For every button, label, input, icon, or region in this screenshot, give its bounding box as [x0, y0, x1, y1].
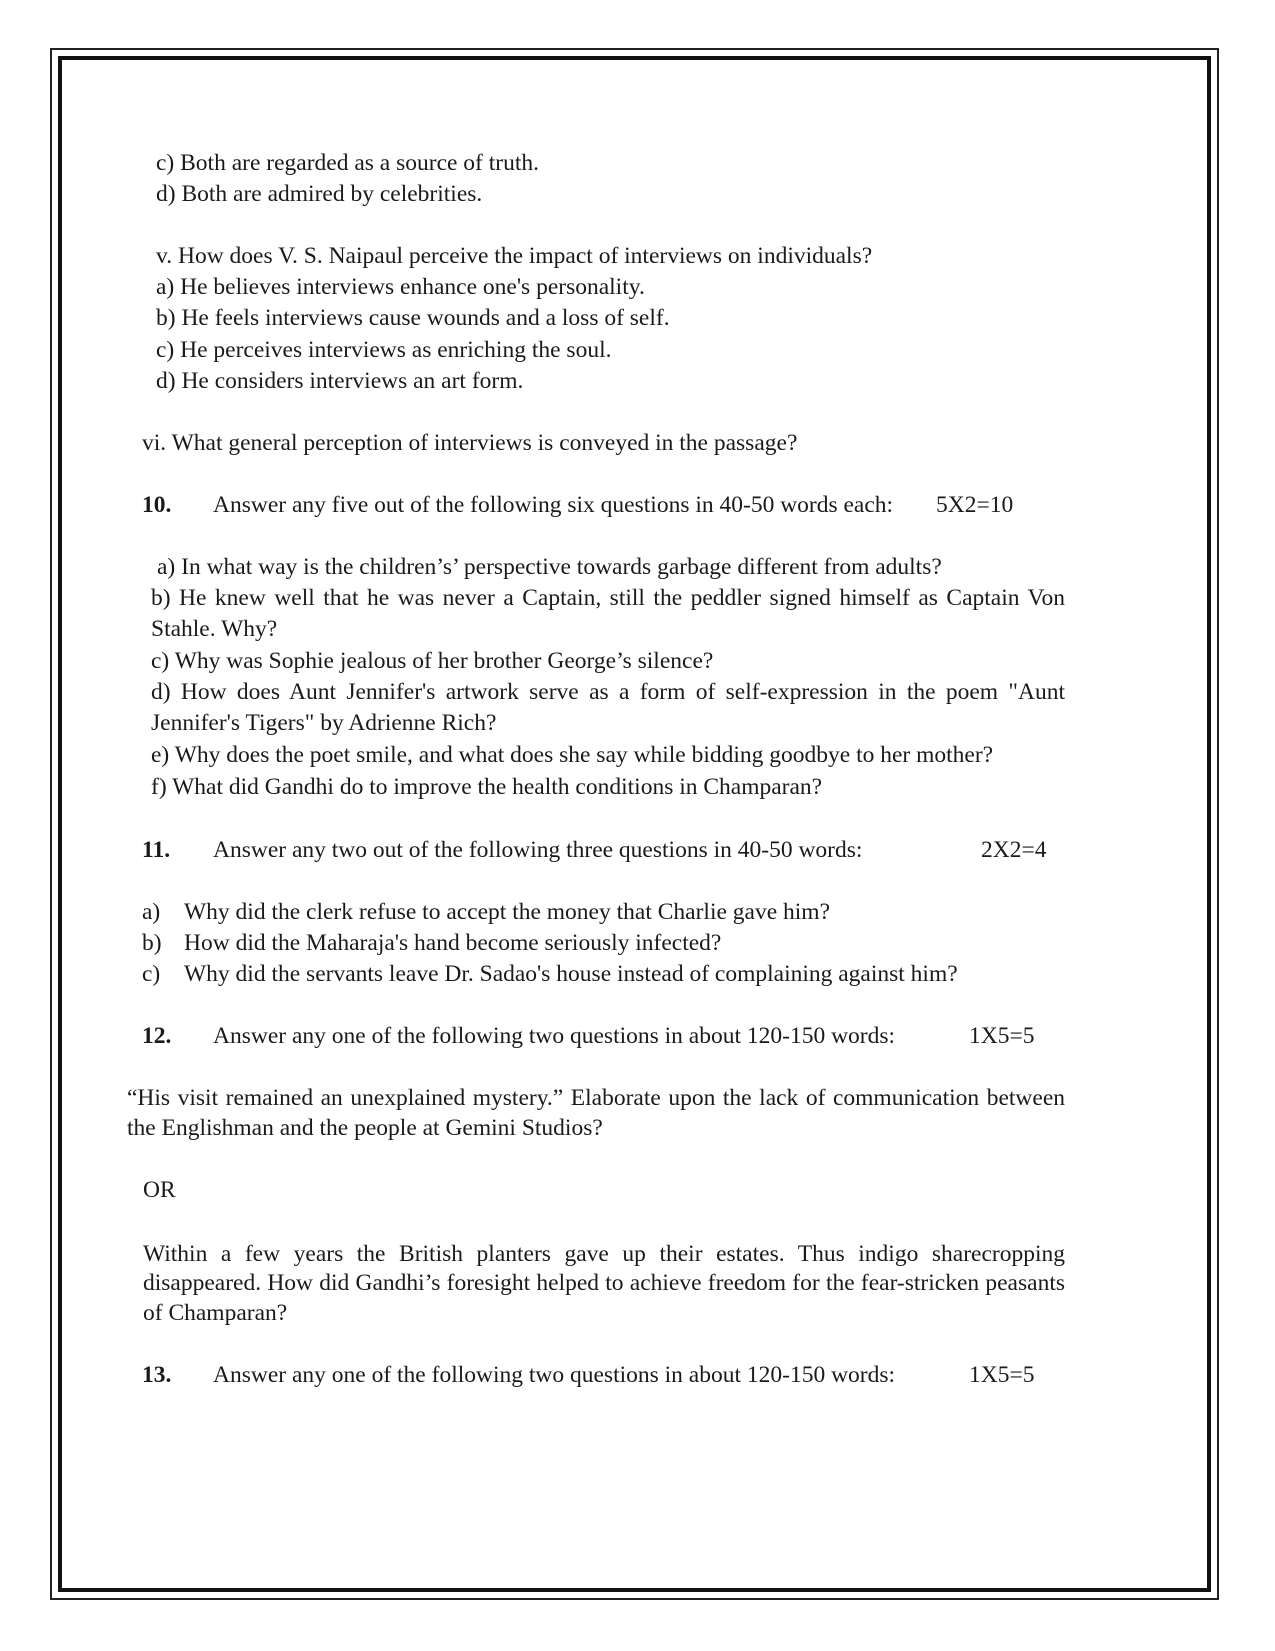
q11-item-a-label: a)	[142, 899, 161, 925]
q12-or: OR	[143, 1177, 176, 1203]
q12-option2-line3: of Champaran?	[143, 1300, 288, 1326]
q13-marks: 1X5=5	[969, 1362, 1035, 1388]
q9-v-option-b: b) He feels interviews cause wounds and a loss of self.	[156, 305, 670, 331]
q9-v-option-c: c) He perceives interviews as enriching the soul.	[156, 337, 612, 363]
q12-option1-line2: the Englishman and the people at Gemini Studios?	[127, 1115, 603, 1141]
q10-number: 10.	[142, 492, 172, 518]
q12-option1-line1: “His visit remained an unexplained mystery.” Elaborate upon the lack of communication between	[127, 1085, 1065, 1111]
q11-instruction: Answer any two out of the following three questions in 40-50 words:	[213, 837, 863, 863]
q13-number: 13.	[142, 1362, 172, 1388]
q10-item-f: f) What did Gandhi do to improve the health conditions in Champaran?	[151, 774, 823, 800]
q12-option2-line1: Within a few years the British planters gave up their estates. Thus indigo sharecropping	[143, 1241, 1065, 1267]
q9-v-question: v. How does V. S. Naipaul perceive the impact of interviews on individuals?	[156, 243, 873, 269]
q10-marks: 5X2=10	[936, 492, 1014, 518]
q10-item-d-line2: Jennifer's Tigers" by Adrienne Rich?	[151, 710, 497, 736]
q9-vi-question: vi. What general perception of interviews is conveyed in the passage?	[142, 430, 798, 456]
q10-item-a: a) In what way is the children’s’ perspective towards garbage different from adults?	[157, 554, 942, 580]
q11-item-c-text: Why did the servants leave Dr. Sadao's house instead of complaining against him?	[184, 961, 958, 987]
q11-item-c-label: c)	[142, 961, 161, 987]
q11-item-a-text: Why did the clerk refuse to accept the money that Charlie gave him?	[184, 899, 830, 925]
q10-item-b-line1: b) He knew well that he was never a Captain, still the peddler signed himself as Captain Von	[151, 585, 1065, 611]
q11-item-b-text: How did the Maharaja's hand become seriously infected?	[184, 930, 722, 956]
q10-item-d-line1: d) How does Aunt Jennifer's artwork serve as a form of self-expression in the poem "Aunt	[151, 679, 1065, 705]
q9-option-c: c) Both are regarded as a source of truth.	[156, 150, 540, 176]
q10-item-e: e) Why does the poet smile, and what does she say while bidding goodbye to her mother?	[151, 742, 994, 768]
q9-v-option-d: d) He considers interviews an art form.	[156, 368, 524, 394]
q12-marks: 1X5=5	[969, 1023, 1035, 1049]
q12-option2-line2: disappeared. How did Gandhi’s foresight helped to achieve freedom for the fear-stricken peasants	[143, 1270, 1065, 1296]
q12-instruction: Answer any one of the following two questions in about 120-150 words:	[213, 1023, 896, 1049]
q9-option-d: d) Both are admired by celebrities.	[156, 181, 483, 207]
q10-item-b-line2: Stahle. Why?	[151, 616, 278, 642]
q13-instruction: Answer any one of the following two questions in about 120-150 words:	[213, 1362, 896, 1388]
q10-item-c: c) Why was Sophie jealous of her brother George’s silence?	[151, 648, 714, 674]
q11-number: 11.	[142, 837, 171, 863]
q10-instruction: Answer any five out of the following six questions in 40-50 words each:	[213, 492, 894, 518]
q11-item-b-label: b)	[142, 930, 162, 956]
q9-v-option-a: a) He believes interviews enhance one's personality.	[156, 274, 645, 300]
q11-marks: 2X2=4	[981, 837, 1047, 863]
q12-number: 12.	[142, 1023, 172, 1049]
